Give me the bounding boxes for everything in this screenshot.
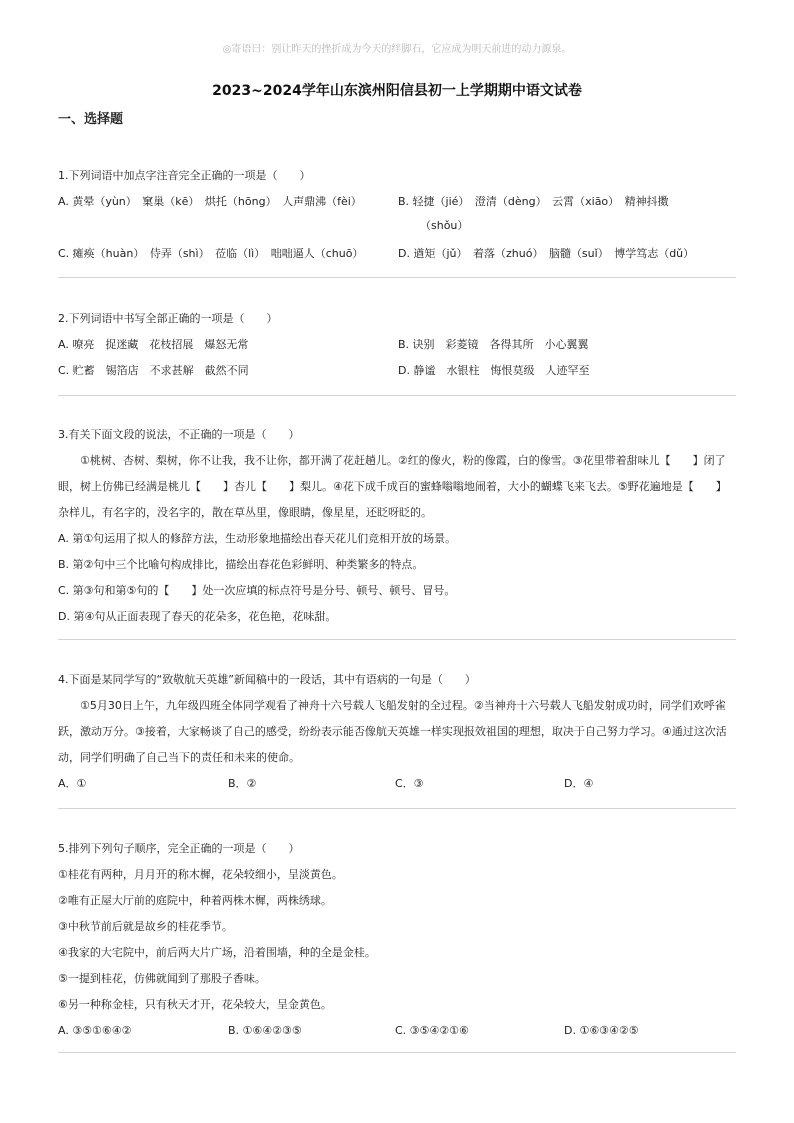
question-5-options-row	[58, 1018, 736, 1044]
question-3-passage-line-3: 杂样儿，有名字的，没名字的，散在草丛里，像眼睛，像星星，还眨呀眨的。	[58, 506, 432, 519]
question-1-option-a[interactable]: A. 黄晕（yùn） 窠巢（kē） 烘托（hōng） 人声鼎沸（fèi）	[58, 195, 362, 208]
divider	[58, 395, 736, 396]
question-1-option-d[interactable]: D. 遒矩（jǔ） 着落（zhuó） 脑髓（suǐ） 博学笃志（dǔ）	[398, 247, 695, 260]
question-3-passage-line-2: 眼，树上仿佛已经满是桃儿【 】杏儿【 】梨儿。④花下成千成百的蜜蜂嗡嗡地闹着，大小的蝴蝶飞来飞去。⑤野花遍地是【 】	[58, 480, 727, 493]
question-5	[58, 836, 736, 1044]
divider	[58, 639, 736, 640]
question-5-sentence-5: ⑤一提到桂花，仿佛就闻到了那股子香味。	[58, 972, 266, 985]
question-1-options-row-1	[58, 189, 736, 241]
question-4	[58, 667, 736, 797]
section-title: 一、选择题	[58, 112, 124, 127]
question-2	[58, 306, 736, 384]
question-2-option-b[interactable]: B. 诀别 彩菱镜 各得其所 小心翼翼	[398, 338, 589, 351]
question-4-passage-line-3: 动，同学们明确了自己当下的责任和未来的使命。	[58, 751, 300, 764]
question-5-sentence-2: ②唯有正屋大厅前的庭院中，种着两株木樨，两株绣球。	[58, 894, 332, 907]
question-5-sentence-4: ④我家的大宅院中，前后两大片广场，沿着围墙，种的全是金桂。	[58, 946, 376, 959]
question-5-option-c[interactable]: C. ③⑤④②①⑥	[395, 1024, 469, 1037]
question-3-stem: 3.有关下面文段的说法，不正确的一项是（ ）	[58, 428, 300, 441]
question-2-options-row-2	[58, 358, 736, 384]
divider	[58, 1052, 736, 1053]
question-5-sentence-3: ③中秋节前后就是故乡的桂花季节。	[58, 920, 233, 933]
question-2-options-row-1	[58, 332, 736, 358]
question-4-options-row	[58, 771, 736, 797]
divider	[58, 277, 736, 278]
question-5-option-a[interactable]: A. ③⑤①⑥④②	[58, 1024, 132, 1037]
question-2-option-a[interactable]: A. 嘹亮 捉迷藏 花枝招展 爆怒无常	[58, 338, 249, 351]
question-1-options-row-2	[58, 241, 736, 267]
question-2-stem: 2.下列词语中书写全部正确的一项是（ ）	[58, 312, 278, 325]
question-1	[58, 163, 736, 267]
question-1-option-b[interactable]: B. 轻捷（jié） 澄清（dèng） 云霄（xiāo） 精神抖擞	[398, 195, 669, 208]
question-3-option-a[interactable]: A. 第①句运用了拟人的修辞方法，生动形象地描绘出春天花儿们竞相开放的场景。	[58, 532, 457, 545]
question-1-stem: 1.下列词语中加点字注音完全正确的一项是（ ）	[58, 169, 311, 182]
question-5-stem: 5.排列下列句子顺序，完全正确的一项是（ ）	[58, 842, 300, 855]
question-5-option-b[interactable]: B. ①⑥④②③⑤	[228, 1024, 302, 1037]
question-3-option-d[interactable]: D. 第④句从正面表现了春天的花朵多，花色艳，花味甜。	[58, 610, 337, 623]
question-3	[58, 422, 736, 630]
divider	[58, 808, 736, 809]
question-3-option-b[interactable]: B. 第②句中三个比喻句构成排比，描绘出春花色彩鲜明、种类繁多的特点。	[58, 558, 424, 571]
question-4-option-b[interactable]: B．②	[228, 777, 257, 790]
question-5-option-d[interactable]: D. ①⑥③④②⑤	[564, 1024, 639, 1037]
question-3-option-c[interactable]: C. 第③句和第⑤句的【 】处一次应填的标点符号是分号、顿号、顿号、冒号。	[58, 584, 456, 597]
question-4-passage-line-1: ①5月30日上午，九年级四班全体同学观看了神舟十六号载人飞船发射的全过程。②当神舟十六号载人飞船发射成功时，同学们欢呼雀	[80, 699, 726, 712]
question-1-option-c[interactable]: C. 瘫痪（huàn） 侍弄（shì） 莅临（lì） 咄咄逼人（chuō）	[58, 247, 364, 260]
question-2-option-d[interactable]: D. 静谧 水银柱 悔恨莫级 人迹罕至	[398, 364, 590, 377]
question-4-passage-line-2: 跃，激动万分。③接着，大家畅谈了自己的感受，纷纷表示能否像航天英雄一样实现报效祖国的理想，取决于自己努力学习。④通过这次活	[58, 725, 727, 738]
question-5-sentence-1: ①桂花有两种，月月开的称木樨，花朵较细小，呈淡黄色。	[58, 868, 343, 881]
question-1-option-b-continued: （shǒu）	[420, 219, 469, 232]
exam-title: 2023~2024学年山东滨州阳信县初一上学期期中语文试卷	[212, 83, 582, 99]
question-4-stem: 4.下面是某同学写的“致敬航天英雄”新闻稿中的一段话，其中有语病的一句是（ ）	[58, 673, 476, 686]
question-3-passage-line-1: ①桃树、杏树、梨树，你不让我，我不让你，都开满了花赶趟儿。②红的像火，粉的像霞，白的像雪。③花里带着甜味儿【 】闭了	[80, 454, 726, 467]
question-4-option-d[interactable]: D．④	[564, 777, 594, 790]
question-4-option-c[interactable]: C．③	[395, 777, 424, 790]
question-4-option-a[interactable]: A．①	[58, 777, 87, 790]
question-5-sentence-6: ⑥另一种称金桂，只有秋天才开，花朵较大，呈金黄色。	[58, 998, 332, 1011]
question-2-option-c[interactable]: C. 贮蓄 锡箔店 不求甚解 截然不同	[58, 364, 249, 377]
header-motto: ◎寄语曰：别让昨天的挫折成为今天的绊脚石，它应成为明天前进的动力源泉。	[222, 44, 572, 55]
